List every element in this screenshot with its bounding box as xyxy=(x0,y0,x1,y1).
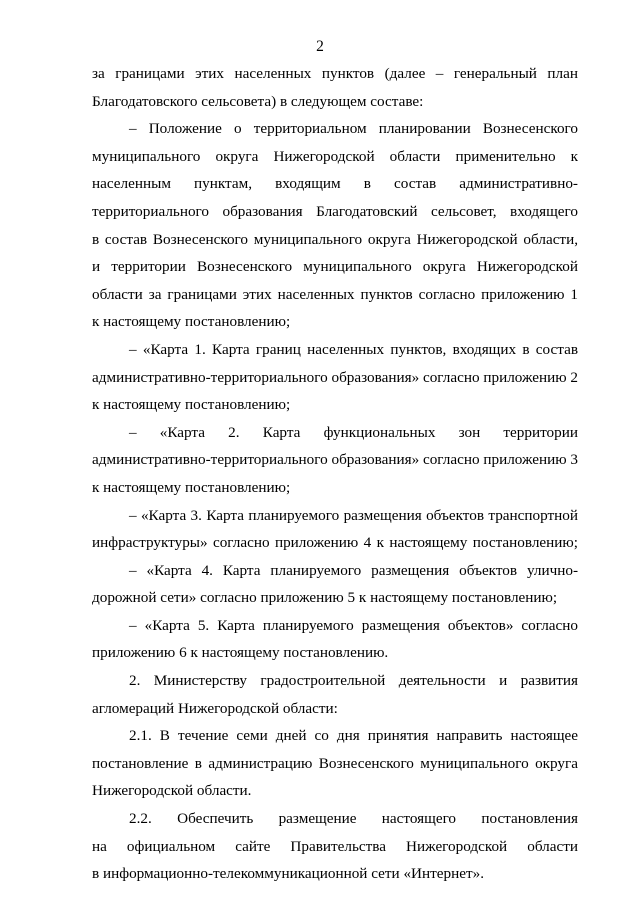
text-line: дорожной сети» согласно приложению 5 к настоящему постановлению; xyxy=(92,589,558,607)
text-line: постановление в администрацию Вознесенского муниципального округа xyxy=(92,754,578,772)
text-line: – «Карта 1. Карта границ населенных пунктов, входящих в состав xyxy=(129,340,578,358)
text-line: 2.1. В течение семи дней со дня принятия направить настоящее xyxy=(129,727,578,745)
text-line: территориального образования Благодатовский сельсовет, входящего xyxy=(92,202,578,220)
document-body xyxy=(92,60,578,888)
text-line: на официальном сайте Правительства Нижегородской области xyxy=(92,837,578,855)
text-line: населенным пунктам, входящим в состав административно- xyxy=(92,175,578,193)
text-line: к настоящему постановлению; xyxy=(92,313,291,331)
text-line: в состав Вознесенского муниципального округа Нижегородской области, xyxy=(92,230,578,248)
text-line: муниципального округа Нижегородской области применительно к xyxy=(92,147,578,165)
text-line: – «Карта 4. Карта планируемого размещения объектов улично- xyxy=(129,561,578,579)
text-line: к настоящему постановлению; xyxy=(92,396,291,414)
text-line: за границами этих населенных пунктов (далее – генеральный план xyxy=(92,65,578,82)
text-line: – «Карта 3. Карта планируемого размещения объектов транспортной xyxy=(129,506,578,524)
text-line: и территории Вознесенского муниципального округа Нижегородской xyxy=(92,258,578,276)
text-line: административно-территориального образования» согласно приложению 2 xyxy=(92,368,578,386)
text-line: административно-территориального образования» согласно приложению 3 xyxy=(92,451,578,469)
text-line: Благодатовского сельсовета) в следующем составе: xyxy=(92,92,424,110)
text-line: области за границами этих населенных пунктов согласно приложению 1 xyxy=(92,285,578,303)
text-line: Нижегородской области. xyxy=(92,782,252,800)
text-line: 2. Министерству градостроительной деятельности и развития xyxy=(129,672,578,690)
text-line: агломераций Нижегородской области: xyxy=(92,699,338,717)
text-line: инфраструктуры» согласно приложению 4 к настоящему постановлению; xyxy=(92,534,578,552)
text-line: – Положение о территориальном планировании Вознесенского xyxy=(129,120,578,138)
text-line: в информационно-телекоммуникационной сети «Интернет». xyxy=(92,865,485,883)
page-number: 2 xyxy=(316,38,324,55)
text-line: – «Карта 5. Карта планируемого размещения объектов» согласно xyxy=(129,616,578,634)
text-line: приложению 6 к настоящему постановлению. xyxy=(92,644,389,662)
text-line: к настоящему постановлению; xyxy=(92,478,291,496)
text-line: – «Карта 2. Карта функциональных зон территории xyxy=(129,423,578,441)
text-line: 2.2. Обеспечить размещение настоящего постановления xyxy=(129,810,578,828)
